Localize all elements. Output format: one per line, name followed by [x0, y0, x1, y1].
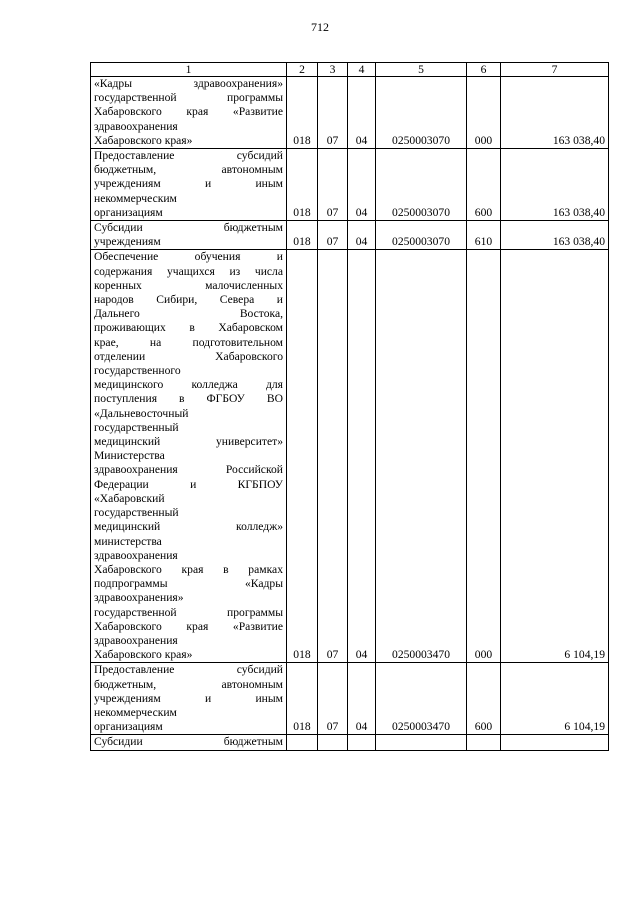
header-col-1: 1	[91, 63, 287, 77]
row-name-line: содержания учащихся из числа	[94, 264, 283, 278]
row-name: Субсидии бюджетным	[91, 735, 287, 750]
row-name-line: народов Сибири, Севера и	[94, 293, 283, 307]
row-name	[91, 663, 287, 735]
cell-empty	[501, 735, 609, 750]
cell-code-2: 018	[287, 663, 318, 735]
row-name-line: медицинского колледжа для	[94, 378, 283, 392]
header-row	[91, 63, 609, 77]
cell-code-3: 07	[318, 77, 348, 149]
row-name-line: Хабаровского края»	[94, 133, 193, 147]
header-col-7: 7	[501, 63, 609, 77]
page-number: 712	[311, 20, 329, 34]
row-name-line: «Хабаровский	[94, 491, 165, 505]
row-name-line: здравоохранения	[94, 548, 178, 562]
header-col-2: 2	[287, 63, 318, 77]
cell-amount: 163 038,40	[501, 149, 609, 221]
cell-code-2: 018	[287, 221, 318, 250]
row-name-line: организациям	[94, 720, 163, 734]
row-name-line: медицинский колледж»	[94, 520, 283, 534]
cell-empty	[467, 735, 501, 750]
row-name-line: государственной программы	[94, 605, 283, 619]
cell-empty	[318, 735, 348, 750]
row-name-line: подпрограммы «Кадры	[94, 577, 283, 591]
row-name-line: «Кадры здравоохранения»	[94, 77, 283, 90]
row-name-line: учреждениям и иным	[94, 691, 283, 705]
cell-code-4: 04	[348, 77, 376, 149]
cell-code-3: 07	[318, 221, 348, 250]
cell-code-2: 018	[287, 250, 318, 663]
cell-code-2: 018	[287, 149, 318, 221]
cell-amount: 6 104,19	[501, 663, 609, 735]
row-name-line: организациям	[94, 205, 163, 219]
row-name	[91, 221, 287, 250]
table-row	[91, 221, 609, 250]
table-row	[91, 250, 609, 663]
row-name-line: проживающих в Хабаровском	[94, 321, 283, 335]
row-name-line: здравоохранения Российской	[94, 463, 283, 477]
cell-code-5: 0250003070	[376, 149, 467, 221]
row-name	[91, 250, 287, 663]
budget-table	[90, 62, 609, 751]
cell-code-6: 000	[467, 77, 501, 149]
row-name-line: отделении Хабаровского	[94, 349, 283, 363]
cell-code-4: 04	[348, 663, 376, 735]
row-name-line: некоммерческим	[94, 191, 177, 205]
row-name-line: государственный	[94, 420, 179, 434]
row-name-line: Предоставление субсидий	[94, 149, 283, 163]
table-row	[91, 149, 609, 221]
row-name-line: государственный	[94, 506, 179, 520]
row-name	[91, 149, 287, 221]
row-name-line: поступления в ФГБОУ ВО	[94, 392, 283, 406]
cell-code-3: 07	[318, 149, 348, 221]
cell-code-5: 0250003470	[376, 250, 467, 663]
row-name-line: некоммерческим	[94, 705, 177, 719]
cell-code-4: 04	[348, 149, 376, 221]
row-name-line: Хабаровского края»	[94, 648, 193, 662]
row-name-line: Обеспечение обучения и	[94, 250, 283, 264]
row-name-line: государственного	[94, 364, 181, 378]
cell-empty	[348, 735, 376, 750]
table-row	[91, 663, 609, 735]
cell-code-6: 600	[467, 149, 501, 221]
row-name-line: коренных малочисленных	[94, 278, 283, 292]
header-col-4: 4	[348, 63, 376, 77]
header-col-5: 5	[376, 63, 467, 77]
row-name-line: здравоохранения	[94, 633, 178, 647]
row-name-line: государственной программы	[94, 91, 283, 105]
cell-empty	[376, 735, 467, 750]
cell-code-5: 0250003070	[376, 221, 467, 250]
row-name-line: Хабаровского края «Развитие	[94, 619, 283, 633]
row-name-line: бюджетным, автономным	[94, 677, 283, 691]
table-row-partial	[91, 735, 609, 750]
cell-code-5: 0250003070	[376, 77, 467, 149]
row-name-line: Федерации и КГБПОУ	[94, 477, 283, 491]
row-name-line: здравоохранения»	[94, 591, 184, 605]
row-name-line: учреждениям	[94, 235, 161, 249]
cell-code-6: 610	[467, 221, 501, 250]
row-name-line: здравоохранения	[94, 119, 178, 133]
cell-amount: 163 038,40	[501, 77, 609, 149]
row-name-line: медицинский университет»	[94, 435, 283, 449]
row-name-line: Субсидии бюджетным	[94, 221, 283, 235]
cell-empty	[287, 735, 318, 750]
row-name-line: Хабаровского края в рамках	[94, 562, 283, 576]
row-name-line: Хабаровского края «Развитие	[94, 105, 283, 119]
row-name-line: Министерства	[94, 449, 165, 463]
cell-code-6: 000	[467, 250, 501, 663]
row-name-line: крае, на подготовительном	[94, 335, 283, 349]
cell-code-4: 04	[348, 221, 376, 250]
cell-code-6: 600	[467, 663, 501, 735]
cell-amount: 163 038,40	[501, 221, 609, 250]
cell-code-3: 07	[318, 250, 348, 663]
header-col-3: 3	[318, 63, 348, 77]
cell-code-3: 07	[318, 663, 348, 735]
row-name-line: Предоставление субсидий	[94, 663, 283, 677]
row-name-line: министерства	[94, 534, 162, 548]
row-name-line: «Дальневосточный	[94, 406, 189, 420]
cell-code-4: 04	[348, 250, 376, 663]
row-name	[91, 77, 287, 149]
row-name-line: учреждениям и иным	[94, 177, 283, 191]
cell-code-2: 018	[287, 77, 318, 149]
cell-code-5: 0250003470	[376, 663, 467, 735]
table-row	[91, 77, 609, 149]
header-col-6: 6	[467, 63, 501, 77]
row-name-line: бюджетным, автономным	[94, 163, 283, 177]
row-name-line: Дальнего Востока,	[94, 307, 283, 321]
cell-amount: 6 104,19	[501, 250, 609, 663]
